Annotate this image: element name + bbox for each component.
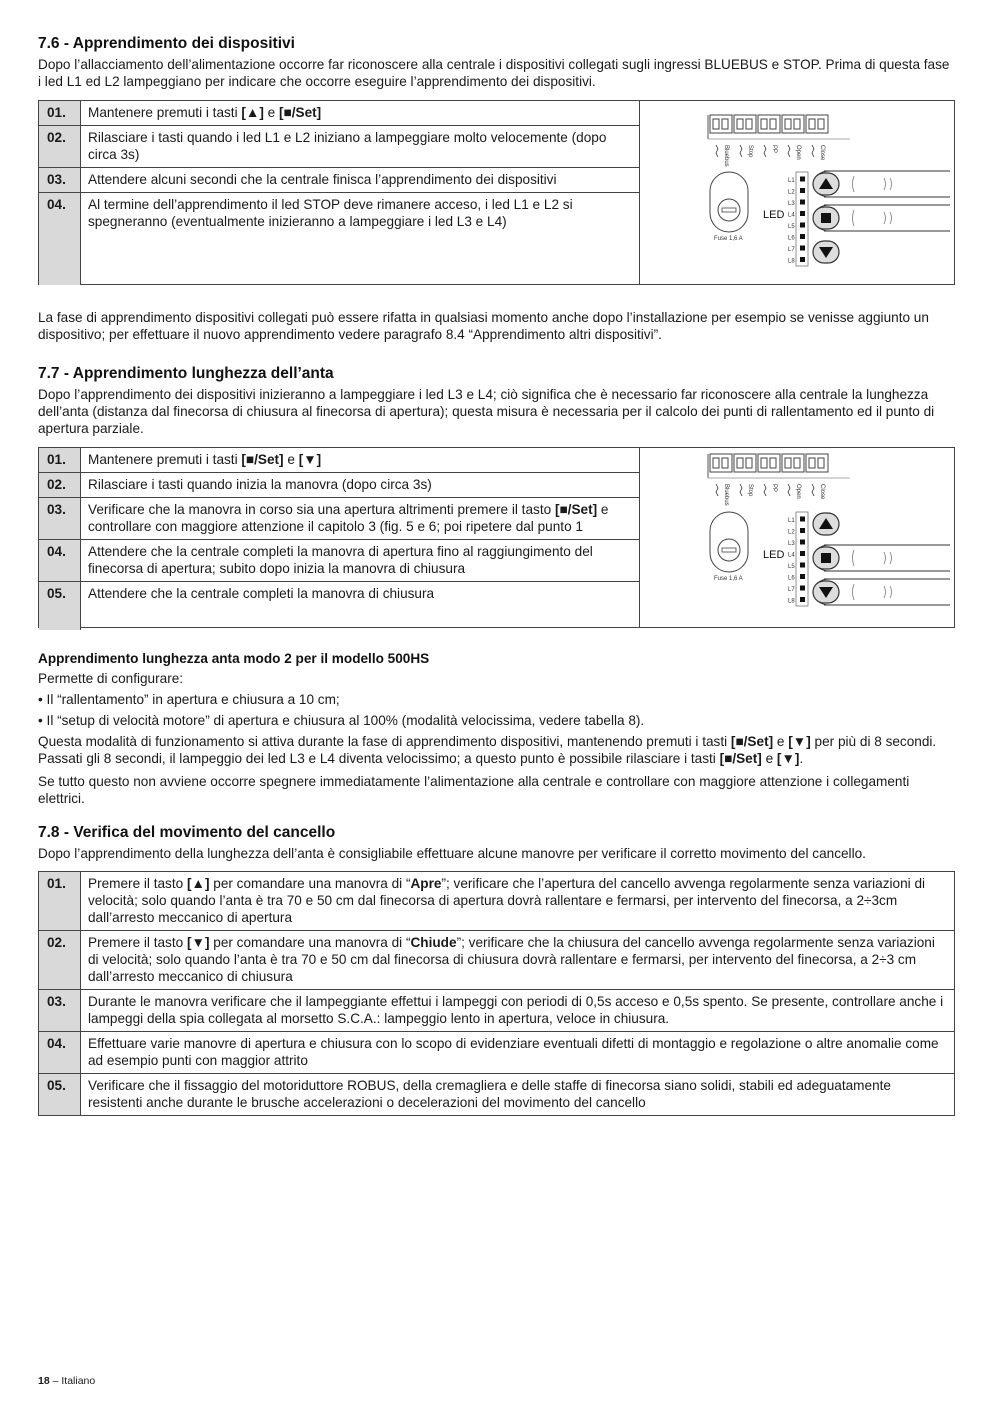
led-name: L5 bbox=[788, 564, 795, 570]
finger-crease bbox=[853, 584, 892, 600]
led-indicator bbox=[800, 540, 805, 545]
section-title: 7.8 - Verifica del movimento del cancello bbox=[38, 824, 336, 841]
step-number: 03. bbox=[39, 168, 81, 192]
step-text: Rilasciare i tasti quando i led L1 e L2 iniziano a lampeggiare molto velocemente (dopo circa 3s) bbox=[88, 130, 607, 162]
list-item: • Il “rallentamento” in apertura e chiusura a 10 cm; bbox=[38, 692, 340, 707]
section-intro: Dopo l’apprendimento dei dispositivi inizieranno a lampeggiare i led L3 e L4; ciò significa che è necessario far riconoscere alla centrale la lunghezza dell’anta (distanza dal finecorsa di chiusura al finecorsa di apertura); questa misura è necessaria per il calcolo dei punti di rallentamento ed il punto di apertura parziale. bbox=[38, 387, 935, 436]
step-text bbox=[81, 931, 954, 989]
finger-outline bbox=[824, 579, 950, 605]
terminal-label: Bluebus bbox=[723, 484, 729, 506]
step-text: Attendere alcuni secondi che la centrale finisca l’apprendimento dei dispositivi bbox=[88, 172, 557, 187]
finger-crease bbox=[853, 176, 892, 192]
command-name: Chiude bbox=[410, 935, 457, 950]
led-indicator bbox=[800, 563, 805, 568]
step-number: 05. bbox=[39, 1074, 81, 1115]
led-name: L6 bbox=[788, 575, 795, 582]
step-text-part: ”; verificare che la chiusura del cancello avvenga regolarmente senza variazioni di velocità; solo quando l’anta è tra 70 e 50 cm dal finecorsa di chiusura dovrà rallentare e fermarsi, per intervento del finecorsa, a 2÷3 cm dall’arresto meccanico di chiusura bbox=[88, 935, 935, 984]
page-content bbox=[38, 34, 955, 1116]
section-7-8 bbox=[38, 823, 955, 1116]
list-item: • Il “setup di velocità motore” di apertura e chiusura al 100% (modalità velocissima, vedere tabella 8). bbox=[38, 713, 645, 728]
terminal-symbol bbox=[740, 145, 742, 157]
command-name: Apre bbox=[410, 876, 442, 891]
led-name: L7 bbox=[788, 587, 795, 593]
led-name: L1 bbox=[788, 178, 795, 184]
section-7-6 bbox=[38, 34, 955, 343]
terminal-label: Stop bbox=[747, 145, 753, 158]
step-number: 02. bbox=[39, 931, 81, 989]
terminal-label: Close bbox=[819, 145, 825, 161]
step-text bbox=[81, 448, 639, 472]
steps-list bbox=[39, 101, 640, 284]
led-indicator bbox=[800, 586, 805, 591]
led-strip bbox=[796, 172, 808, 266]
step-number: 01. bbox=[39, 872, 81, 930]
led-name: L8 bbox=[788, 258, 795, 265]
finger-crease bbox=[853, 210, 892, 226]
terminal-symbol bbox=[788, 484, 790, 496]
step-text-part: Mantenere premuti i tasti bbox=[88, 452, 242, 467]
terminal-label: PP bbox=[771, 484, 777, 493]
mode2-warning: Se tutto questo non avviene occorre spegnere immediatamente l’alimentazione alla centrale e controllare con maggiore attenzione i collegamenti elettrici. bbox=[38, 774, 910, 806]
table-row bbox=[39, 1074, 954, 1115]
finger-crease bbox=[853, 550, 892, 566]
fuse-slot bbox=[722, 208, 736, 212]
step-text-part: Premere il tasto bbox=[88, 935, 187, 950]
steps-table bbox=[38, 100, 955, 285]
step-text: Al termine dell’apprendimento il led STOP deve rimanere acceso, i led L1 e L2 si spegneranno (eventualmente inizieranno a lampeggiare i led L3 e L4) bbox=[88, 197, 573, 229]
mode2-paragraph bbox=[38, 733, 955, 767]
terminal-label: Close bbox=[819, 484, 825, 500]
steps-table bbox=[38, 871, 955, 1116]
mode2-lead: Permette di configurare: bbox=[38, 671, 184, 686]
terminal-label: PP bbox=[771, 145, 777, 154]
terminal-symbol bbox=[764, 484, 766, 496]
led-indicator bbox=[800, 517, 805, 522]
table-row bbox=[39, 931, 954, 990]
step-text: Verificare che il fissaggio del motoriduttore ROBUS, della cremagliera e delle staffe di finecorsa siano solidi, stabili ed adeguatamente resistenti anche durante le brusche accelerazioni o decelerazioni del movimento del cancello bbox=[88, 1078, 891, 1110]
set-square-icon bbox=[821, 213, 831, 223]
terminal-label: Open bbox=[795, 145, 801, 160]
led-indicator bbox=[800, 177, 805, 182]
led-indicator bbox=[800, 257, 805, 262]
step-text bbox=[81, 101, 639, 125]
control-board-figure bbox=[640, 448, 954, 627]
led-indicator bbox=[800, 188, 805, 193]
terminal-symbol bbox=[764, 145, 766, 157]
table-row bbox=[39, 498, 639, 540]
terminal-symbol bbox=[716, 145, 718, 157]
led-name: L6 bbox=[788, 235, 795, 242]
led-name: L4 bbox=[788, 552, 795, 559]
terminal-symbol bbox=[788, 145, 790, 157]
terminal-label: Stop bbox=[747, 484, 753, 497]
section-intro: Dopo l’allacciamento dell’alimentazione occorre far riconoscere alla centrale i dispositivi collegati sugli ingressi BLUEBUS e STOP. Prima di questa fase i led L1 ed L2 lampeggiano per indicare che occorre eseguire l’apprendimento dei dispositivi. bbox=[38, 57, 950, 89]
text-part: Questa modalità di funzionamento si attiva durante la fase di apprendimento dispositivi, mantenendo premuti i tasti bbox=[38, 734, 731, 749]
subsection-title: Apprendimento lunghezza anta modo 2 per il modello 500HS bbox=[38, 651, 430, 666]
led-name: L8 bbox=[788, 598, 795, 605]
led-strip bbox=[796, 512, 808, 606]
step-text: Rilasciare i tasti quando inizia la manovra (dopo circa 3s) bbox=[88, 477, 432, 492]
terminal-symbol bbox=[716, 484, 718, 496]
terminal-label: Open bbox=[795, 484, 801, 499]
key-label: [▲] bbox=[186, 876, 210, 891]
set-square-icon bbox=[821, 553, 831, 563]
fuse-label: Fuse 1,6 A bbox=[714, 576, 743, 582]
led-indicator bbox=[800, 574, 805, 579]
led-name: L2 bbox=[788, 189, 795, 196]
key-label: [■/Set] bbox=[554, 502, 598, 517]
section-7-7 bbox=[38, 364, 955, 628]
terminal-symbol bbox=[812, 145, 814, 157]
step-number: 04. bbox=[39, 1032, 81, 1073]
step-number: 01. bbox=[39, 448, 81, 472]
step-number: 03. bbox=[39, 990, 81, 1031]
key-label: [▼] bbox=[776, 751, 800, 766]
table-row bbox=[39, 582, 639, 630]
led-indicator bbox=[800, 223, 805, 228]
led-indicator bbox=[800, 200, 805, 205]
fuse-label: Fuse 1,6 A bbox=[714, 236, 743, 242]
step-text-part: per comandare una manovra di “ bbox=[209, 935, 411, 950]
step-text-part: e bbox=[283, 452, 299, 467]
led-indicator bbox=[800, 246, 805, 251]
section-mode-2 bbox=[38, 650, 955, 807]
section-title: 7.7 - Apprendimento lunghezza dell’anta bbox=[38, 365, 334, 382]
step-text: Durante le manovra verificare che il lampeggiante effettui i lampeggi con periodi di 0,5s acceso e 0,5s spento. Se presente, controllare anche i lampeggi della spia collegata al morsetto S.C.A.: lampeggio lento in apertura, veloce in chiusura. bbox=[88, 994, 944, 1026]
led-name: L3 bbox=[788, 201, 795, 207]
control-board-diagram bbox=[640, 101, 954, 282]
table-row bbox=[39, 168, 639, 193]
finger-outline bbox=[824, 171, 950, 197]
section-note: La fase di apprendimento dispositivi collegati può essere rifatta in qualsiasi momento anche dopo l’installazione per esempio se venisse aggiunto un dispositivo; per effettuare il nuovo apprendimento vedere paragrafo 8.4 “Apprendimento altri dispositivi”. bbox=[38, 310, 929, 342]
step-text bbox=[81, 498, 639, 539]
key-label: [■/Set] bbox=[719, 751, 762, 766]
section-intro: Dopo l’apprendimento della lunghezza dell’anta è consigliabile effettuare alcune manovre per verificare il corretto movimento del cancello. bbox=[38, 846, 866, 861]
led-name: L5 bbox=[788, 224, 795, 230]
step-text-part: Verificare che la manovra in corso sia una apertura altrimenti premere il tasto bbox=[88, 502, 555, 517]
control-board-diagram bbox=[640, 448, 954, 625]
step-text: Effettuare varie manovre di apertura e chiusura con lo scopo di evidenziare eventuali difetti di montaggio e regolazione o altre anomalie come ad esempio punti con maggior attrito bbox=[88, 1036, 939, 1068]
terminal-symbol bbox=[740, 484, 742, 496]
step-text-part: e controllare con maggiore attenzione il capitolo 3 (fig. 5 e 6; poi ripetere dal punto 1 bbox=[88, 502, 609, 534]
table-row bbox=[39, 193, 639, 285]
led-indicator bbox=[800, 551, 805, 556]
table-row bbox=[39, 448, 639, 473]
led-indicator bbox=[800, 211, 805, 216]
step-number: 03. bbox=[39, 498, 81, 539]
key-label: [▼] bbox=[298, 452, 322, 467]
step-text-part: e bbox=[263, 105, 280, 120]
step-number: 04. bbox=[39, 193, 81, 285]
led-name: L4 bbox=[788, 212, 795, 219]
text-part: e bbox=[773, 734, 789, 749]
key-label: [▲] bbox=[241, 105, 264, 120]
step-text bbox=[81, 872, 954, 930]
footer-separator: – bbox=[49, 1375, 62, 1387]
steps-table bbox=[38, 447, 955, 628]
table-row bbox=[39, 1032, 954, 1074]
key-label: [■/Set] bbox=[279, 105, 322, 120]
step-number: 02. bbox=[39, 126, 81, 167]
led-indicator bbox=[800, 597, 805, 602]
step-text: Attendere che la centrale completi la manovra di apertura fino al raggiungimento del finecorsa di apertura; subito dopo inizia la manovra di chiusura bbox=[88, 544, 593, 576]
led-label: LED bbox=[763, 209, 785, 221]
table-row bbox=[39, 990, 954, 1032]
table-row bbox=[39, 126, 639, 168]
key-label: [▼] bbox=[788, 734, 811, 749]
fuse-slot bbox=[722, 548, 736, 552]
text-part: per più di 8 secondi. Passati gli 8 secondi, il lampeggio dei led L3 e L4 diventa velocissimo; a questo punto è possibile rilasciare i tasti bbox=[38, 734, 937, 766]
control-board-figure bbox=[640, 101, 954, 284]
text-part: e bbox=[761, 751, 777, 766]
steps-list bbox=[39, 448, 640, 627]
led-name: L7 bbox=[788, 247, 795, 253]
page-footer bbox=[38, 1373, 95, 1390]
led-name: L2 bbox=[788, 529, 795, 536]
led-label: LED bbox=[763, 549, 785, 561]
bullet-list bbox=[38, 691, 955, 729]
step-text-part: per comandare una manovra di “ bbox=[209, 876, 411, 891]
led-indicator bbox=[800, 528, 805, 533]
step-text-part: Premere il tasto bbox=[88, 876, 187, 891]
key-label: [▼] bbox=[186, 935, 210, 950]
table-row bbox=[39, 872, 954, 931]
step-text-part: Mantenere premuti i tasti bbox=[88, 105, 242, 120]
text-part: . bbox=[799, 751, 804, 766]
table-row bbox=[39, 101, 639, 126]
led-name: L1 bbox=[788, 518, 795, 524]
finger-outline bbox=[824, 545, 950, 571]
page-number: 18 bbox=[38, 1375, 50, 1387]
table-row bbox=[39, 540, 639, 582]
terminal-label: Bluebus bbox=[723, 145, 729, 167]
section-title: 7.6 - Apprendimento dei dispositivi bbox=[38, 35, 295, 52]
led-indicator bbox=[800, 234, 805, 239]
key-label: [■/Set] bbox=[730, 734, 774, 749]
step-number: 04. bbox=[39, 540, 81, 581]
finger-outline bbox=[824, 205, 950, 231]
footer-language: Italiano bbox=[61, 1375, 96, 1387]
step-text-part: ”; verificare che l’apertura del cancello avvenga regolarmente senza variazioni di velocità; solo quando l’anta è tra 70 e 50 cm dal finecorsa di apertura dovrà rallentare e fermarsi, per intervento del finecorsa, a 2÷3cm dall’arresto meccanico di apertura bbox=[88, 876, 926, 925]
key-label: [■/Set] bbox=[241, 452, 284, 467]
table-row bbox=[39, 473, 639, 498]
step-number: 05. bbox=[39, 582, 81, 630]
led-name: L3 bbox=[788, 541, 795, 547]
step-number: 01. bbox=[39, 101, 81, 125]
step-number: 02. bbox=[39, 473, 81, 497]
terminal-symbol bbox=[812, 484, 814, 496]
step-text: Attendere che la centrale completi la manovra di chiusura bbox=[88, 586, 435, 601]
